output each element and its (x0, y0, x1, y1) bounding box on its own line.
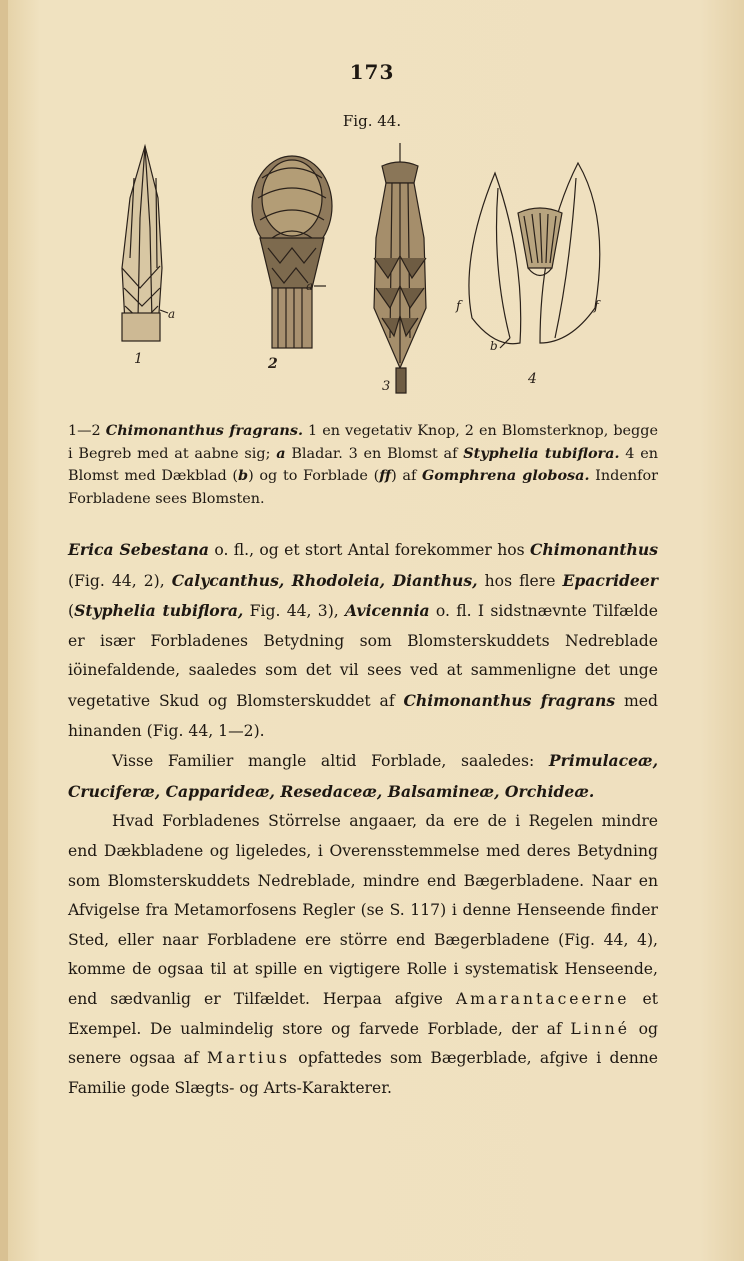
species-name: Calycanthus, Rhodoleia, Dianthus, (171, 570, 478, 590)
caption-symbol: b (238, 467, 249, 484)
body-text (68, 535, 658, 1103)
caption-part: Bladar. 3 en Blomst af (285, 445, 464, 462)
figure-caption (68, 420, 658, 510)
caption-species: Styphelia tubiflora. (463, 444, 620, 462)
text-run: opfattedes som Bægerblade, afgive i denne Familie gode Slægts- og Arts-Karakterer. (68, 1049, 659, 1097)
caption-species: Chimonanthus fragrans. (105, 422, 303, 439)
drawing-4-label-f-left: f (456, 299, 461, 314)
drawing-4-number: 4 (528, 371, 537, 387)
figure-label: Fig. 44. (342, 112, 402, 130)
text-run: (Fig. 44, 2), (68, 571, 172, 590)
species-name: Styphelia tubiflora, (74, 601, 244, 621)
species-name: Avicennia (345, 601, 430, 621)
caption-part: 1 en vegetativ Knop, 2 en Blomsterknop, begge i Begreb med at aabne sig; (68, 423, 658, 462)
spaced-name: Linné (570, 1019, 631, 1038)
drawing-3-styphelia-flower (374, 143, 426, 393)
species-name: Chimonanthus (529, 540, 658, 559)
caption-part: 4 en Blomst med Dækblad ( (68, 445, 659, 484)
spaced-name: Amarantaceerne (455, 989, 630, 1008)
text-run: Visse Familier mangle altid Forblade, saaledes: (112, 752, 549, 771)
caption-part: 1—2 (68, 423, 106, 439)
drawing-1-number: 1 (134, 351, 143, 367)
text-run: Hvad Forbladenes Störrelse angaaer, da ere de i Regelen mindre end Dækbladene og ligeledes, i Overensstemmelse med deres Betydning som Blomsterskuddets Nedreblade, mindre end Bægerbladene. Naar en Afvigelse fra Metamorfosens Regler (se S. 117) i denne Henseende finder Sted, eller naar Forbladene ere större end Bægerbladene (Fig. 44, 4), komme de ogsaa til at spille en vigtigere Rolle i systematisk Henseende, end sædvanlig er Tilfældet. Herpaa afgive (68, 812, 658, 1008)
drawing-4-label-f-right: f (594, 299, 599, 314)
figure-44-drawing (100, 138, 640, 398)
drawing-4-label-b: b (490, 339, 498, 353)
species-name: Chimonanthus fragrans (403, 690, 616, 710)
text-run: Fig. 44, 3), (243, 602, 346, 621)
text-run: og senere ogsaa af (68, 1019, 658, 1068)
caption-species: Gomphrena globosa. (422, 467, 590, 484)
drawing-1-label-a: a (168, 307, 176, 321)
caption-symbol: a (276, 444, 286, 462)
text-run: o. fl. I sidstnævnte Tilfælde er især Forbladenes Betydning som Blomsterskuddets Nedreblade iöinefaldende, saaledes som det vil sees ved at sammenligne det unge vegetative Skud og Blomsterskuddet af (68, 602, 658, 710)
text-run: hos flere (477, 571, 563, 590)
text-run: med hinanden (Fig. 44, 1—2). (68, 691, 658, 740)
text-run: o. fl., og et stort Antal forekommer hos (208, 541, 530, 559)
paragraph-2 (68, 746, 658, 807)
drawing-4-gomphrena-flower (469, 163, 600, 348)
text-run: et Exempel. De ualmindelig store og farvede Forblade, der af (68, 989, 658, 1038)
page-edge (0, 0, 8, 1261)
spaced-name: Martius (207, 1049, 291, 1068)
page-number: 173 (349, 60, 395, 84)
drawing-1-vegetative-bud (122, 146, 168, 341)
drawing-2-flower-bud (252, 156, 332, 348)
caption-part: Indenfor Forbladene sees Blomsten. (68, 468, 658, 507)
drawing-2-label-a: a (306, 279, 314, 293)
family-names: Primulaceæ, Cruciferæ, Capparideæ, Resedaceæ, Balsamineæ, Orchideæ. (68, 751, 658, 801)
drawing-3-number: 3 (382, 379, 391, 394)
paragraph-3 (68, 807, 658, 1103)
figure-44 (100, 138, 640, 398)
species-name: Epacrideer (562, 570, 658, 590)
caption-symbol: ff (379, 467, 392, 484)
caption-part: ) og to Forblade ( (248, 468, 380, 484)
species-name: Erica Sebestana (68, 540, 209, 559)
caption-part: ) af (391, 468, 422, 484)
drawing-2-number: 2 (268, 356, 278, 372)
text-run: ( (68, 602, 75, 621)
paragraph-1 (68, 535, 658, 746)
